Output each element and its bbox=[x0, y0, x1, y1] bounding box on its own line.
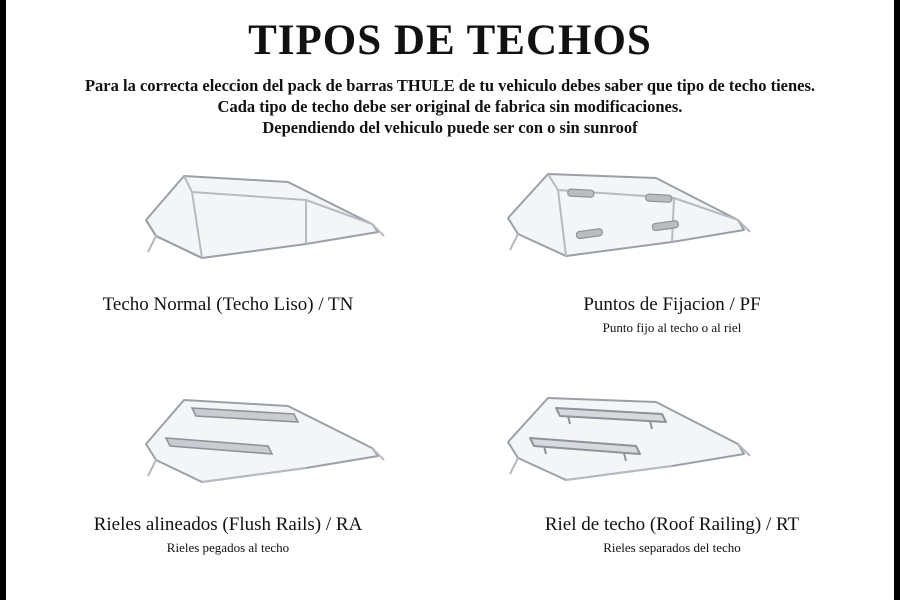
car-roof-fixpoints-icon bbox=[450, 148, 894, 298]
intro-line-2: Cada tipo de techo debe ser original de fabrica sin modificaciones. bbox=[217, 97, 683, 116]
roof-type-subcaption-pf: Punto fijo al techo o al riel bbox=[602, 320, 742, 335]
roof-type-card-tn bbox=[6, 148, 450, 368]
roof-type-subcaption-ra: Rieles pegados al techo bbox=[166, 540, 290, 555]
car-roof-flushrails-icon bbox=[6, 368, 450, 518]
roof-type-card-ra bbox=[6, 368, 450, 588]
roof-type-card-pf bbox=[450, 148, 894, 368]
intro-line-3: Dependiendo del vehiculo puede ser con o sin sunroof bbox=[262, 118, 638, 137]
roof-type-caption-rt: Riel de techo (Roof Railing) / RT bbox=[544, 514, 800, 535]
intro-text bbox=[6, 75, 894, 138]
roof-type-card-rt bbox=[450, 368, 894, 588]
roof-type-grid bbox=[6, 148, 894, 588]
intro-line-1: Para la correcta eleccion del pack de barras THULE de tu vehiculo debes saber que tipo de techo tienes. bbox=[84, 76, 816, 95]
roof-type-caption-pf: Puntos de Fijacion / PF bbox=[583, 294, 761, 315]
page-title: TIPOS DE TECHOS bbox=[248, 17, 652, 64]
roof-type-subcaption-rt: Rieles separados del techo bbox=[603, 540, 741, 555]
roof-type-caption-tn: Techo Normal (Techo Liso) / TN bbox=[102, 294, 354, 315]
poster-canvas bbox=[6, 0, 894, 600]
car-roof-plain-icon bbox=[6, 148, 450, 298]
roof-type-caption-ra: Rieles alineados (Flush Rails) / RA bbox=[93, 514, 363, 535]
car-roof-railing-icon bbox=[450, 368, 894, 518]
